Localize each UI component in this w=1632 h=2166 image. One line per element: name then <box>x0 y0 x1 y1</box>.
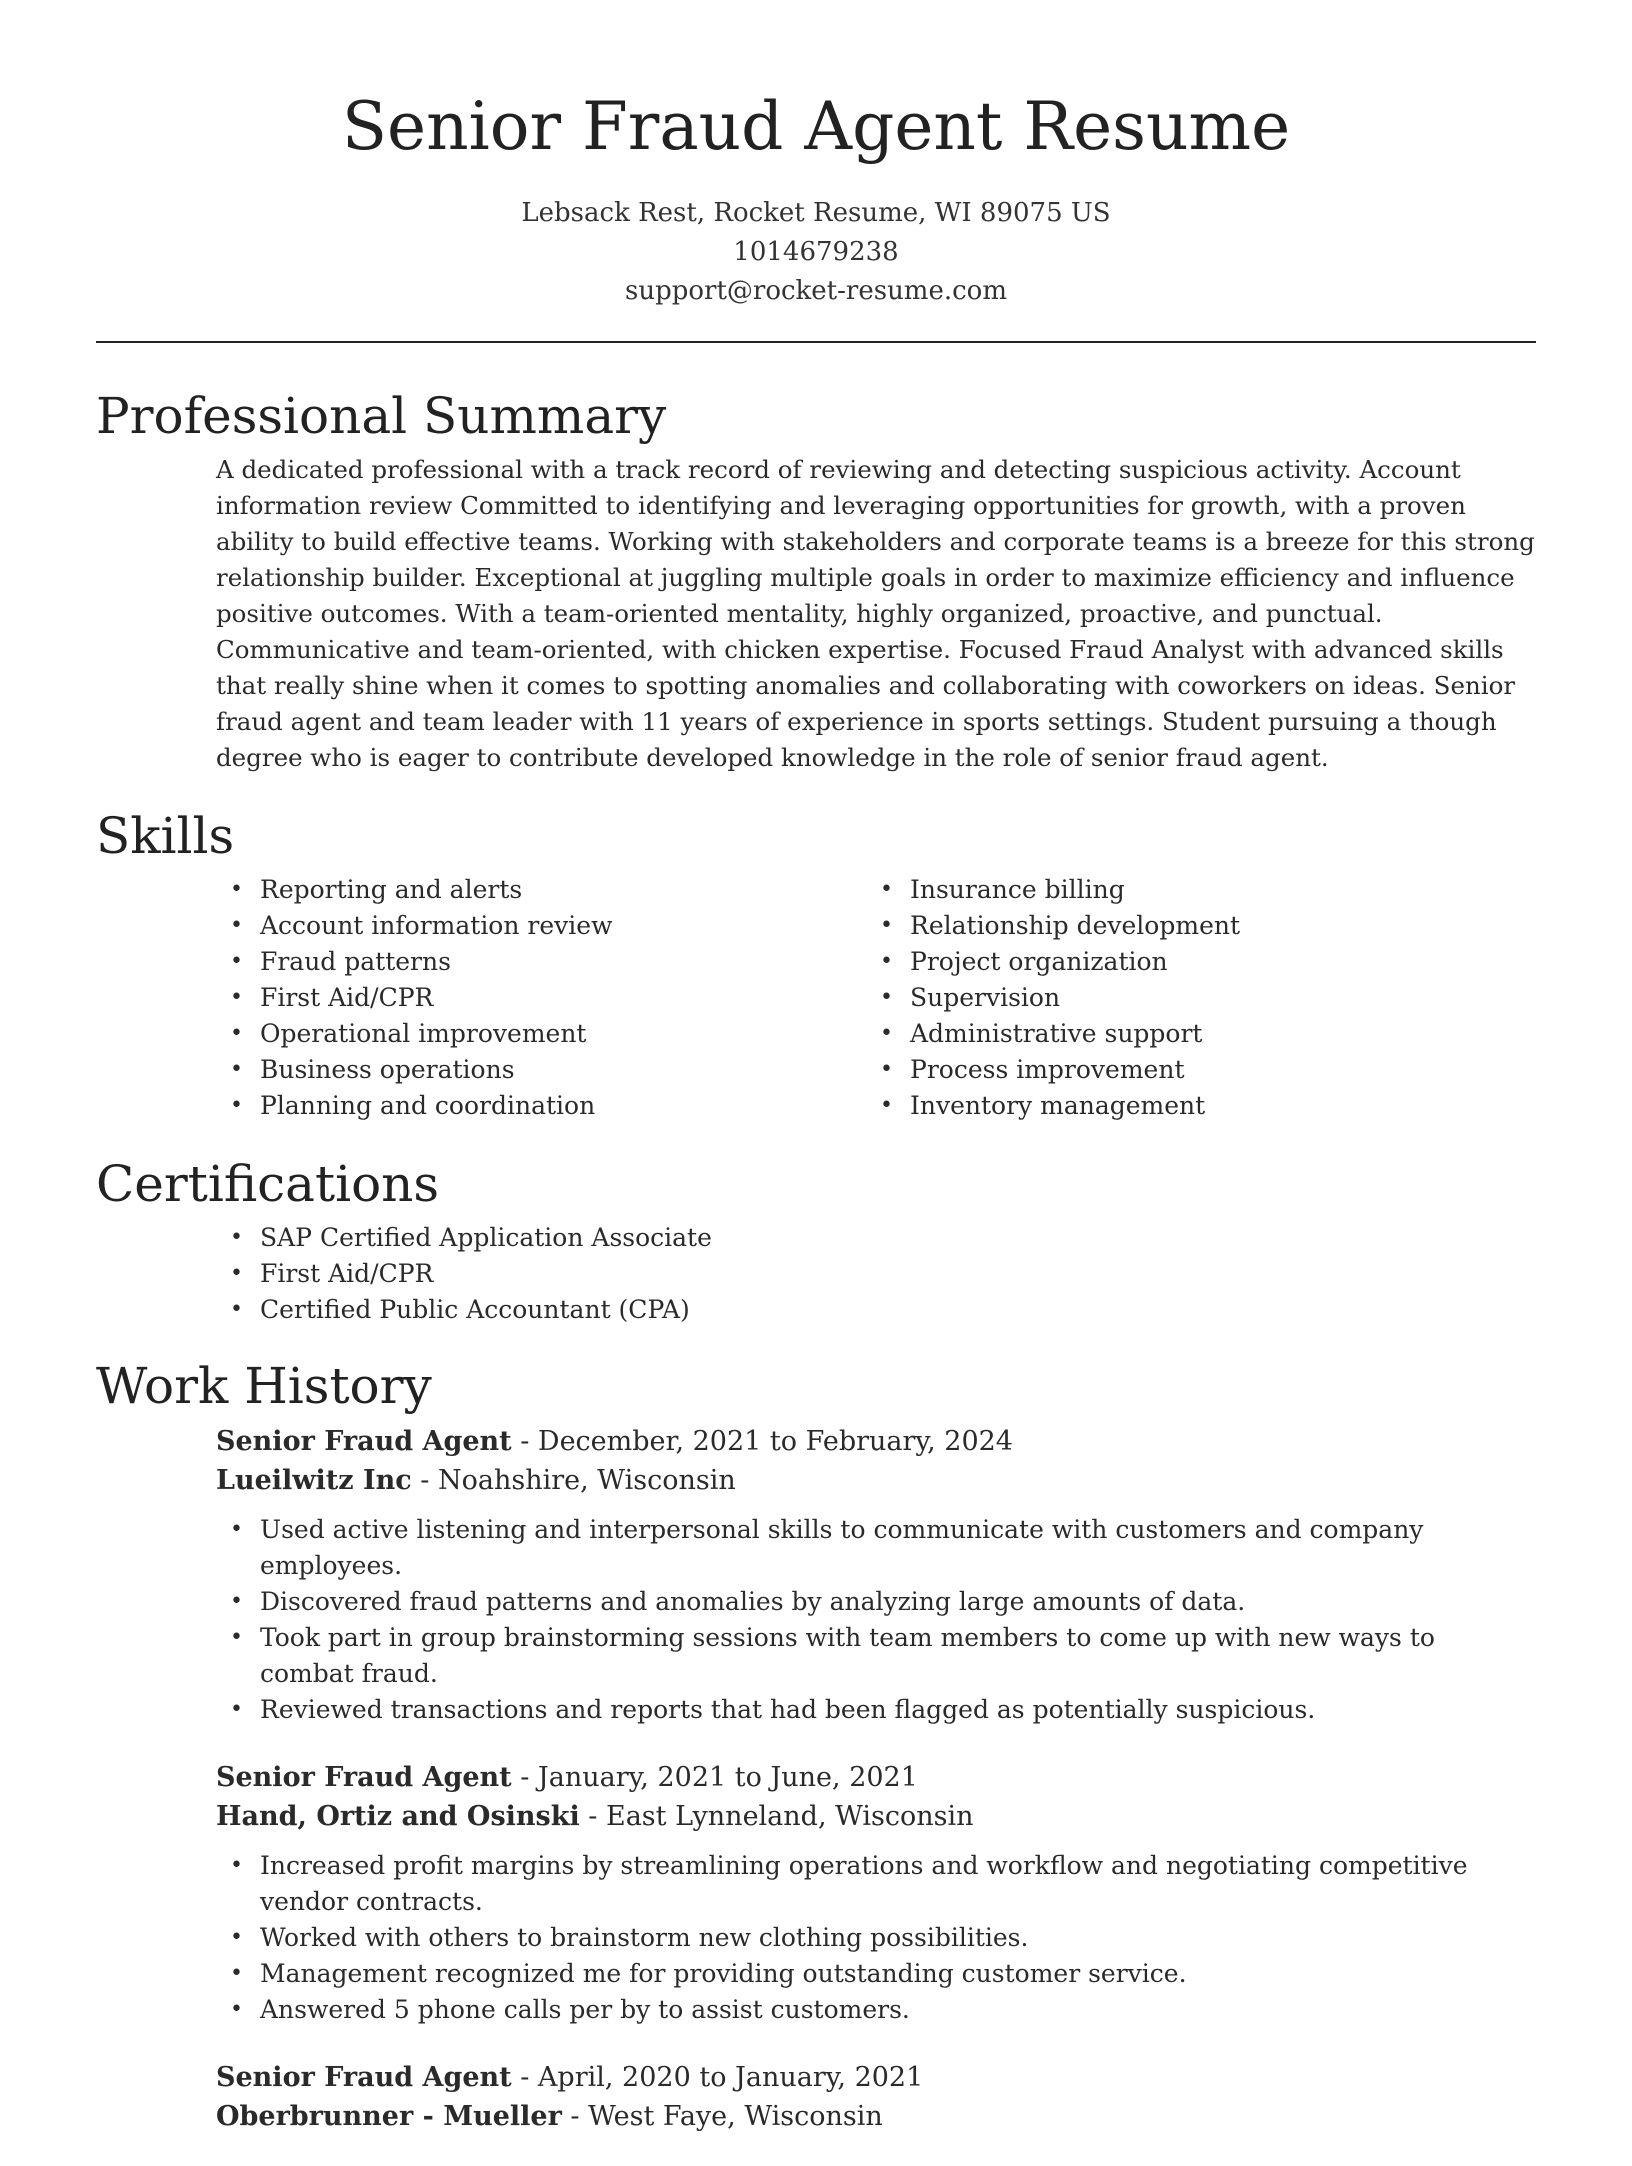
skill-item: • Inventory management <box>866 1088 1516 1124</box>
resume-title: Senior Fraud Agent Resume <box>341 88 1291 165</box>
job-bullet: • Discovered fraud patterns and anomalies by analyzing large amounts of data. <box>216 1584 1536 1620</box>
contact-block <box>0 194 1632 311</box>
job-dates: - April, 2020 to January, 2021 <box>511 2062 924 2093</box>
skill-item: • Insurance billing <box>866 872 1516 908</box>
resume-content <box>96 380 1536 2166</box>
skills-heading: Skills <box>96 807 235 865</box>
job-bullet: • Management recognized me for providing outstanding customer service. <box>216 1956 1536 1992</box>
job-company-line <box>216 1797 1536 1836</box>
job-company-line <box>216 1461 1536 1500</box>
job-title: Senior Fraud Agent <box>216 1762 512 1793</box>
summary-heading: Professional Summary <box>96 387 667 445</box>
job-entry <box>216 1422 1536 1728</box>
skill-item: • Relationship development <box>866 908 1516 944</box>
job-bullets <box>216 1848 1536 2028</box>
certifications-list <box>216 1220 1536 1328</box>
skill-item: • Planning and coordination <box>216 1088 866 1124</box>
job-company: Lueilwitz Inc <box>216 1465 412 1496</box>
skills-columns <box>216 872 1536 1124</box>
job-title-line <box>216 2058 1536 2097</box>
job-title-line <box>216 1758 1536 1797</box>
certification-item: • SAP Certified Application Associate <box>216 1220 1536 1256</box>
skill-item: • First Aid/CPR <box>216 980 866 1016</box>
contact-email: support@rocket-resume.com <box>624 276 1007 306</box>
skills-list-right <box>866 872 1516 1124</box>
job-location: - East Lynneland, Wisconsin <box>579 1801 974 1832</box>
job-bullet: • Used active listening and interpersonal skills to communicate with customers and company employees. <box>216 1512 1536 1584</box>
summary-text: A dedicated professional with a track record of reviewing and detecting suspicious activity. Account information review Committed to identifying and leveraging opportunities for growth, with a proven ability to build effective teams. Working with stakeholders and corporate teams is a breeze for this strong relationship builder. Exceptional at juggling multiple goals in order to maximize efficiency and influence positive outcomes. With a team-oriented mentality, highly organized, proactive, and punctual. Communicative and team-oriented, with chicken expertise. Focused Fraud Analyst with advanced skills that really shine when it comes to spotting anomalies and collaborating with coworkers on ideas. Senior fraud agent and team leader with 11 years of experience in sports settings. Student pursuing a though degree who is eager to contribute developed knowledge in the role of senior fraud agent. <box>216 455 1535 772</box>
job-bullet: • Answered 5 phone calls per by to assist customers. <box>216 1992 1536 2028</box>
contact-address: Lebsack Rest, Rocket Resume, WI 89075 US <box>521 198 1111 228</box>
skill-item: • Reporting and alerts <box>216 872 866 908</box>
job-company: Oberbrunner - Mueller <box>216 2101 562 2132</box>
certification-item: • Certified Public Accountant (CPA) <box>216 1292 1536 1328</box>
job-title-line <box>216 1422 1536 1461</box>
skill-item: • Administrative support <box>866 1016 1516 1052</box>
skills-list-left <box>216 872 866 1124</box>
skill-item: • Fraud patterns <box>216 944 866 980</box>
job-title: Senior Fraud Agent <box>216 2062 512 2093</box>
skill-item: • Account information review <box>216 908 866 944</box>
job-bullet: • Took part in group brainstorming sessions with team members to come up with new ways to combat fraud. <box>216 1620 1536 1692</box>
job-location: - West Faye, Wisconsin <box>561 2101 883 2132</box>
skill-item: • Business operations <box>216 1052 866 1088</box>
skill-item: • Process improvement <box>866 1052 1516 1088</box>
work-history-heading: Work History <box>96 1357 432 1415</box>
certification-item: • First Aid/CPR <box>216 1256 1536 1292</box>
resume-header <box>0 0 1632 311</box>
skill-item: • Supervision <box>866 980 1516 1016</box>
job-title: Senior Fraud Agent <box>216 1426 512 1457</box>
certifications-heading: Certifications <box>96 1155 440 1213</box>
job-bullets <box>216 1512 1536 1728</box>
skill-item: • Operational improvement <box>216 1016 866 1052</box>
contact-phone: 1014679238 <box>733 237 899 267</box>
job-company: Hand, Ortiz and Osinski <box>216 1801 580 1832</box>
job-company-line <box>216 2097 1536 2136</box>
job-dates: - January, 2021 to June, 2021 <box>511 1762 918 1793</box>
job-location: - Noahshire, Wisconsin <box>411 1465 736 1496</box>
header-divider <box>96 341 1536 343</box>
job-entry <box>216 2058 1536 2136</box>
skill-item: • Project organization <box>866 944 1516 980</box>
job-dates: - December, 2021 to February, 2024 <box>511 1426 1013 1457</box>
job-bullet: • Reviewed transactions and reports that had been flagged as potentially suspicious. <box>216 1692 1536 1728</box>
job-entry <box>216 1758 1536 2028</box>
job-bullet: • Worked with others to brainstorm new clothing possibilities. <box>216 1920 1536 1956</box>
job-bullet: • Increased profit margins by streamlining operations and workflow and negotiating competitive vendor contracts. <box>216 1848 1536 1920</box>
